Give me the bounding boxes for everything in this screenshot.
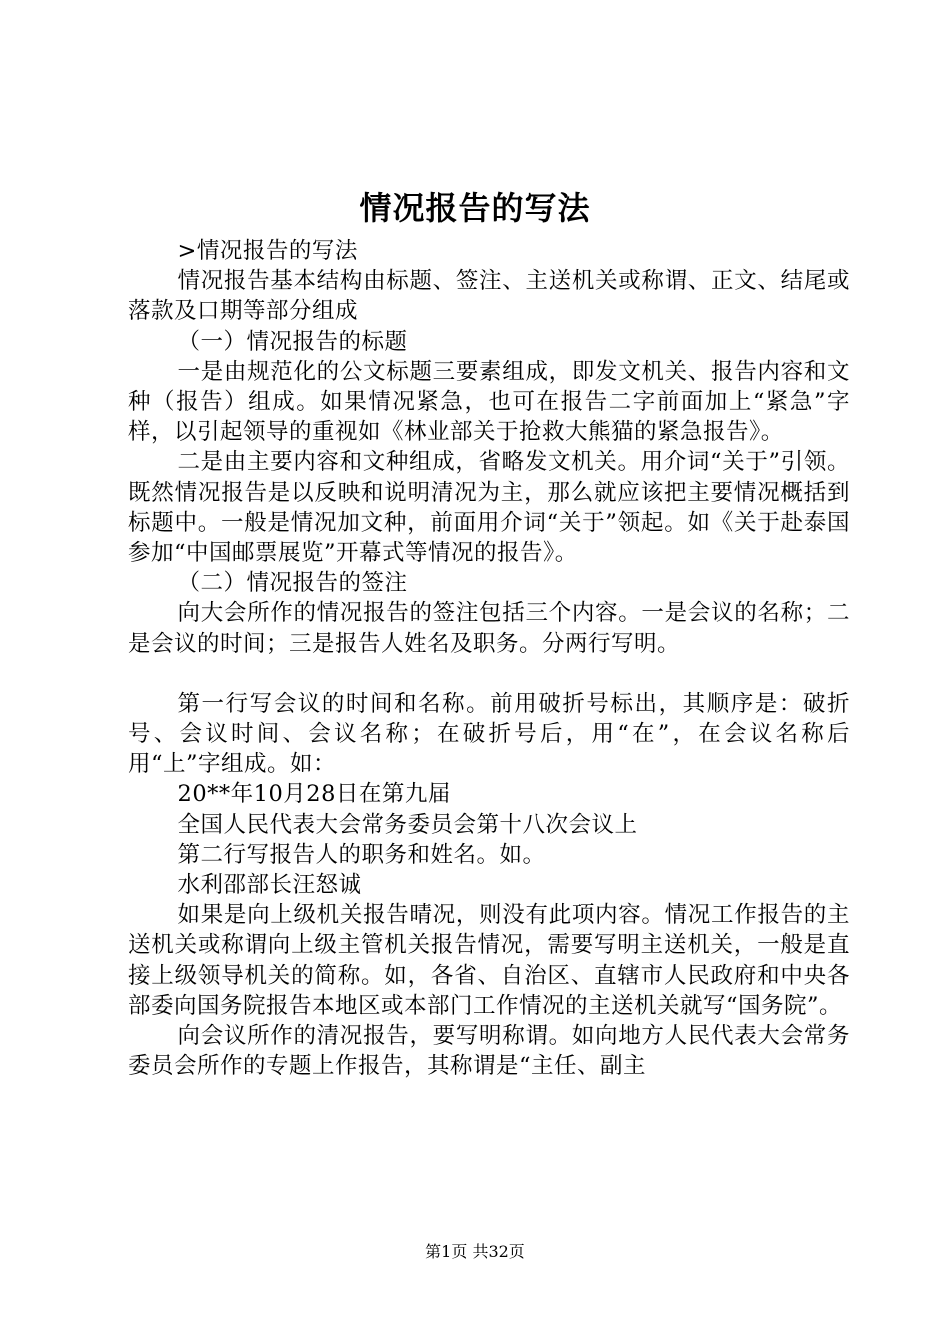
paragraph: 20**年10月28日在第九届 [177,781,451,808]
paragraph: 如果是向上级机关报告晴况，则没有此项内容。情况工作报告的主送机关或称谓向上级主管机关报告情况，需要写明主送机关，一般是直接上级领导机关的简称。如，各省、自治区、直辖市人民政府和中央各部委向国务院报告本地区或本部门工作情况的主送机关就写“国务院”。 [128,902,850,1019]
paragraph: 水利邵部长汪怒诚 [177,872,362,899]
paragraph: 二是由主要内容和文种组成，省略发文机关。用介词“关于”引领。既然情况报告是以反映和说明清况为主，那么就应该把主要情况概括到标题中。一般是情况加文种，前面用介词“关于”领起。如《关于赴泰国参加“中国邮票展览”开幕式等情况的报告》。 [128,449,850,567]
document-title: 情况报告的写法 [359,189,591,227]
paragraph: 全国人民代表大会常务委员会第十八次会议上 [177,811,638,838]
paragraph: 第二行写报告人的职务和姓名。如。 [177,841,546,868]
paragraph: >情况报告的写法 [177,238,358,264]
page-footer: 第1页 共32页 [425,1242,525,1261]
section-heading: （二）情况报告的签注 [177,570,408,597]
paragraph: 向大会所作的情况报告的签注包括三个内容。一是会议的名称；二是会议的时间；三是报告人姓名及职务。分两行写明。 [128,600,850,657]
paragraph: 第一行写会议的时间和名称。前用破折号标出，其顺序是：破折号、会议时间、会议名称；在破折号后，用“在”，在会议名称后用“上”字组成。如： [128,690,850,778]
paragraph: 情况报告基本结构由标题、签注、主送机关或称谓、正文、结尾或落款及口期等部分组成 [128,268,850,325]
document-body [128,236,850,1081]
paragraph: 一是由规范化的公文标题三要素组成，即发文机关、报告内容和文种（报告）组成。如果情况紧急，也可在报告二字前面加上“紧急”字样，以引起领导的重视如《林业部关于抢救大熊猫的紧急报告》。 [128,358,850,446]
paragraph: 向会议所作的清况报告，要写明称谓。如向地方人民代表大会常务委员会所作的专题上作报告，其称谓是“主任、副主 [128,1023,850,1080]
section-heading: （一）情况报告的标题 [177,328,408,355]
